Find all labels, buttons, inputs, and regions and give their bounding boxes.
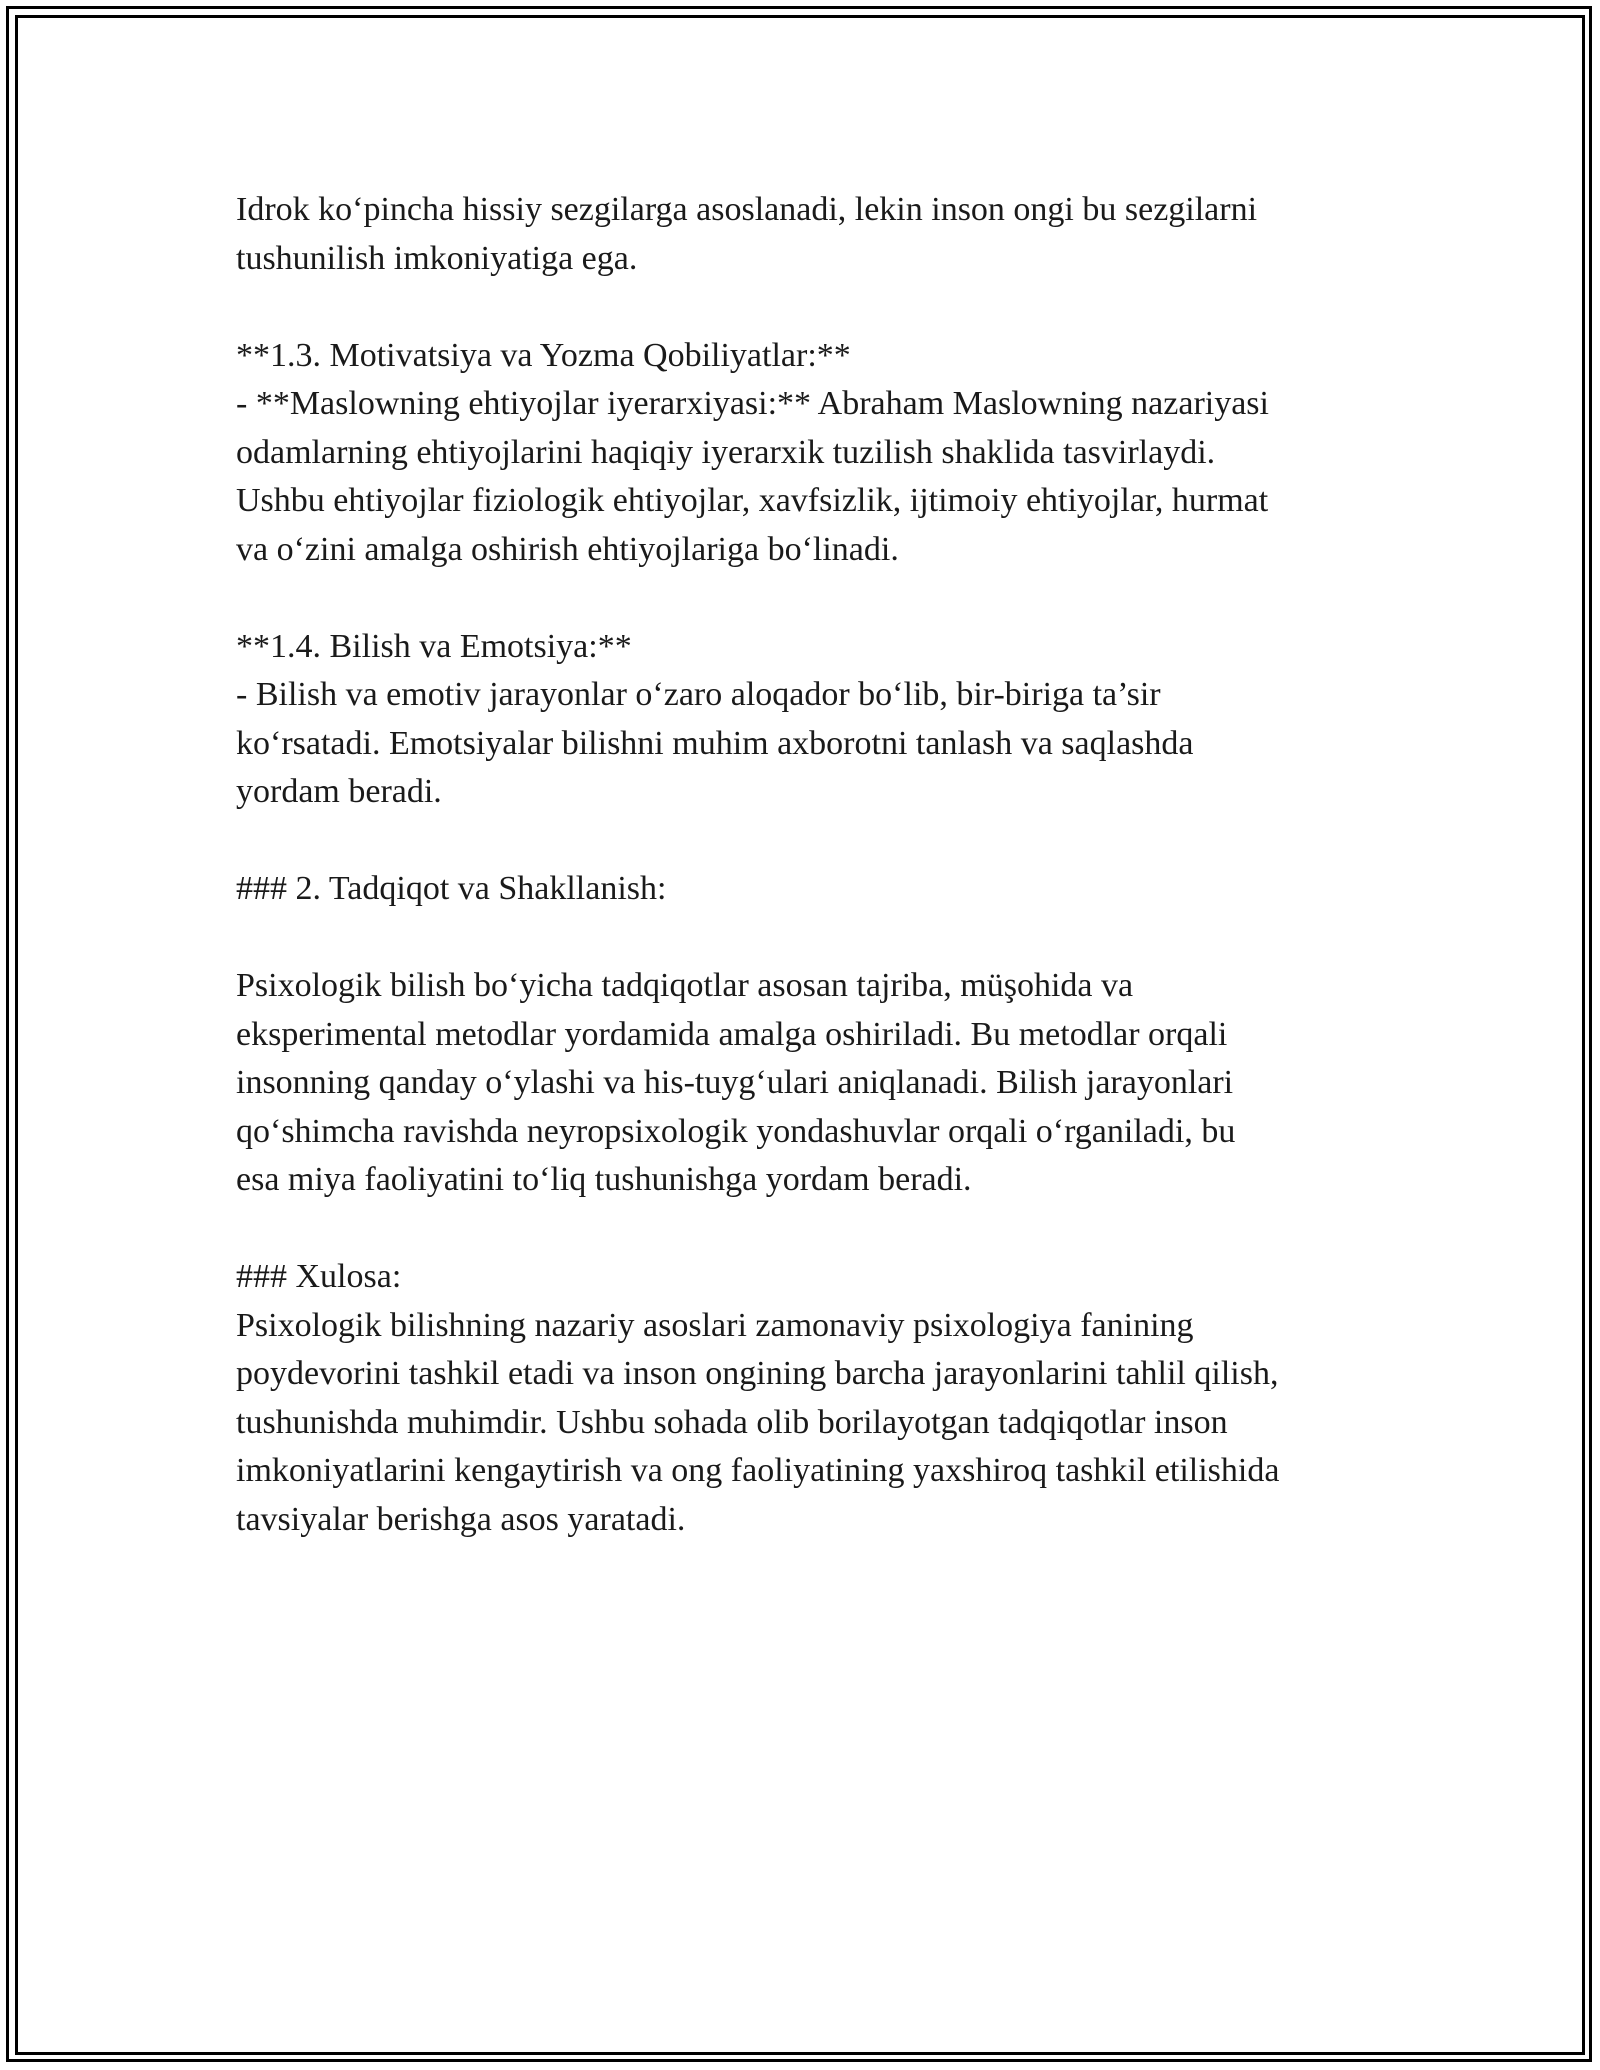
text-line: tushunilish imkoniyatiga ega. (236, 239, 638, 277)
text-line: - **Maslowning ehtiyojlar iyerarxiyasi:** Abraham Maslowning nazariyasi (236, 385, 1269, 422)
text-line: insonning qanday o‘ylashi va his-tuyg‘ulari aniqlanadi. Bilish jarayonlari (236, 1064, 1234, 1101)
text-line: yordam beradi. (236, 773, 442, 810)
text-line: odamlarning ehtiyojlarini haqiqiy iyerarxik tuzilish shaklida tasvirlaydi. (236, 433, 1216, 471)
text-line: esa miya faoliyatini to‘liq tushunishga yordam beradi. (236, 1161, 972, 1198)
text-line: tavsiyalar berishga asos yaratadi. (236, 1500, 686, 1538)
section-2 (236, 865, 1396, 1205)
text-line: Ushbu ehtiyojlar fiziologik ehtiyojlar, xavfsizlik, ijtimoiy ehtiyojlar, hurmat (236, 482, 1269, 519)
text-line: va o‘zini amalga oshirish ehtiyojlariga bo‘linadi. (236, 530, 899, 568)
section-heading: ### Xulosa: (236, 1258, 402, 1295)
text-line: Psixologik bilish bo‘yicha tadqiqotlar asosan tajriba, müşohida va (236, 967, 1134, 1004)
section-1-4 (236, 623, 1396, 817)
text-line: eksperimental metodlar yordamida amalga oshiriladi. Bu metodlar orqali (236, 1015, 1228, 1053)
conclusion-section (236, 1253, 1396, 1544)
section-heading: ### 2. Tadqiqot va Shakllanish: (236, 870, 667, 907)
text-line: ko‘rsatadi. Emotsiyalar bilishni muhim axborotni tanlash va saqlashda (236, 724, 1194, 762)
text-line: poydevorini tashkil etadi va inson ongining barcha jarayonlarini tahlil qilish, (236, 1355, 1279, 1392)
text-line: tushunishda muhimdir. Ushbu sohada olib borilayotgan tadqiqotlar inson (236, 1403, 1228, 1441)
text-line: imkoniyatlarini kengaytirish va ong faoliyatining yaxshiroq tashkil etilishida (236, 1452, 1280, 1489)
text-line: Idrok ko‘pincha hissiy sezgilarga asoslanadi, lekin inson ongi bu sezgilarni (236, 191, 1258, 228)
section-heading: **1.3. Motivatsiya va Yozma Qobiliyatlar:** (236, 336, 851, 374)
text-line: - Bilish va emotiv jarayonlar o‘zaro aloqador bo‘lib, bir-biriga ta’sir (236, 676, 1161, 713)
section-heading: **1.4. Bilish va Emotsiya:** (236, 627, 632, 665)
document-body (236, 186, 1396, 1544)
intro-paragraph (236, 186, 1396, 283)
section-1-3 (236, 332, 1396, 575)
text-line: qo‘shimcha ravishda neyropsixologik yondashuvlar orqali o‘rganiladi, bu (236, 1112, 1236, 1150)
text-line: Psixologik bilishning nazariy asoslari zamonaviy psixologiya fanining (236, 1306, 1194, 1344)
